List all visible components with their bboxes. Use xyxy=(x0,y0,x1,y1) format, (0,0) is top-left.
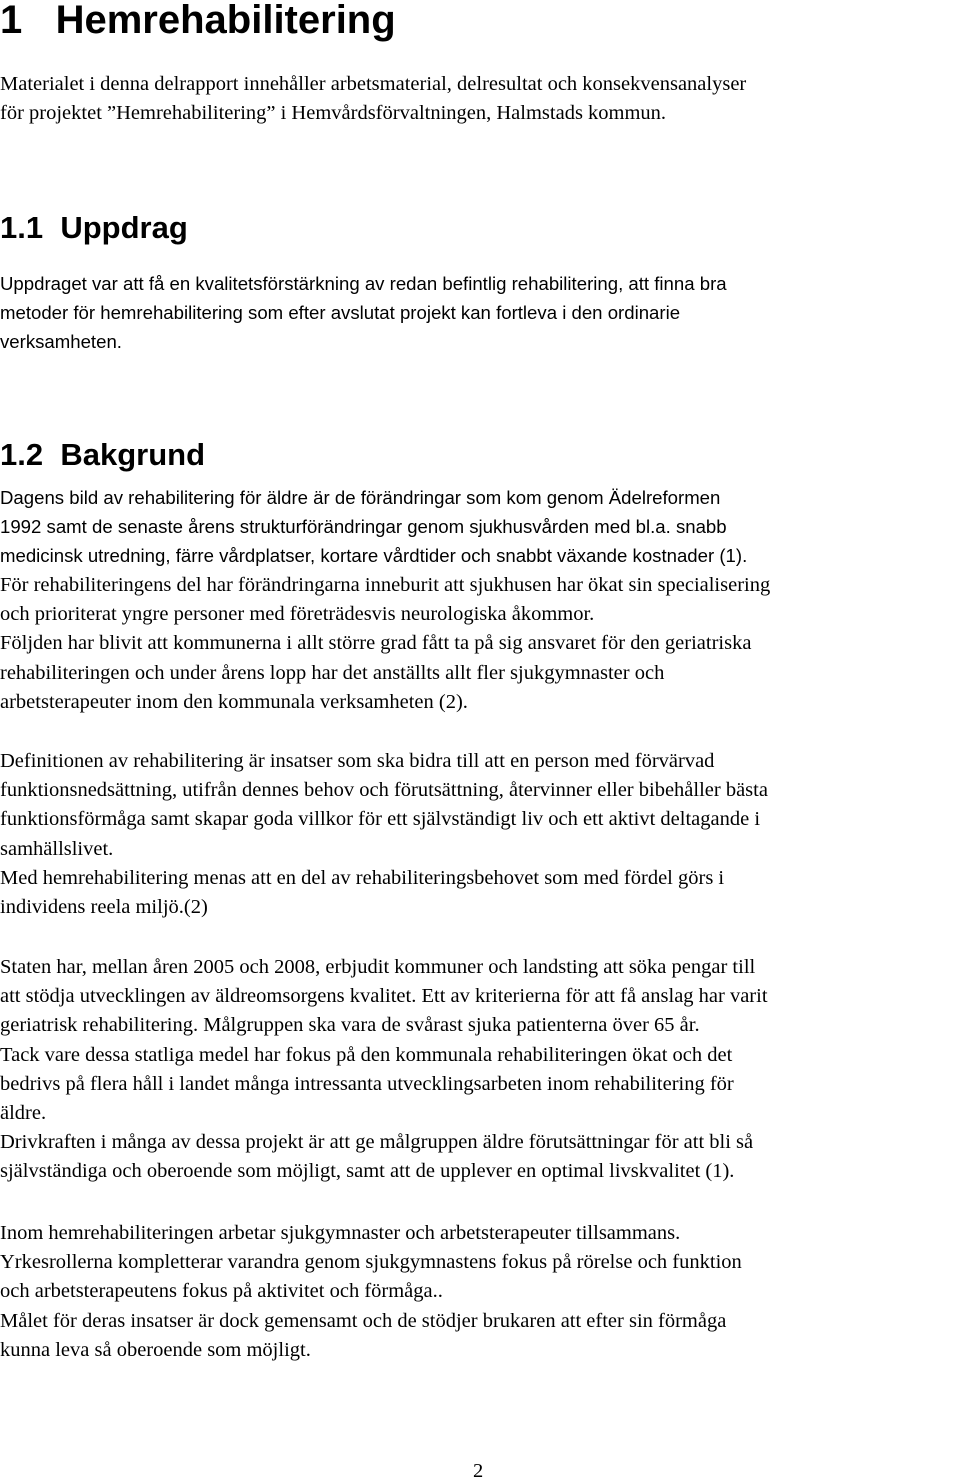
text-line: individens reela miljö.(2) xyxy=(0,895,208,918)
text-line: Drivkraften i många av dessa projekt är att ge målgruppen äldre förutsättningar för att bli så xyxy=(0,1131,754,1154)
text-line: geriatrisk rehabilitering. Målgruppen ska vara de svårast sjuka patienterna över 65 år. xyxy=(0,1014,700,1037)
text-line: Med hemrehabilitering menas att en del av rehabiliteringsbehovet som med fördel görs i xyxy=(0,866,725,889)
text-line: Inom hemrehabiliteringen arbetar sjukgymnaster och arbetsterapeuter tillsammans. xyxy=(0,1222,681,1244)
text-line: 1992 samt de senaste årens strukturförändringar genom sjukhusvården med bl.a. snabb xyxy=(0,516,727,538)
text-line: att stödja utvecklingen av äldreomsorgens kvalitet. Ett av kriterierna för att få anslag har varit xyxy=(0,985,768,1008)
text-line: äldre. xyxy=(0,1101,47,1124)
chapter-heading xyxy=(0,0,396,46)
text-line: och arbetsterapeutens fokus på aktivitet och förmåga.. xyxy=(0,1280,443,1303)
text-line: bedrivs på flera håll i landet många intressanta utvecklingsarbeten inom rehabilitering för xyxy=(0,1072,734,1095)
chapter-title: Hemrehabilitering xyxy=(55,0,396,42)
text-line: Definitionen av rehabilitering är insatser som ska bidra till att en person med förvärvad xyxy=(0,750,715,772)
section-heading-uppdrag xyxy=(0,208,188,248)
text-line: verksamheten. xyxy=(0,331,122,353)
text-line: funktionsförmåga samt skapar goda villkor för ett självständigt liv och ett aktivt deltagande i xyxy=(0,808,761,831)
text-line: Uppdraget var att få en kvalitetsförstärkning av redan befintlig rehabilitering, att finna bra xyxy=(0,273,727,294)
text-line: Tack vare dessa statliga medel har fokus på den kommunala rehabiliteringen ökat och det xyxy=(0,1043,733,1066)
section-number: 1.1 xyxy=(0,210,44,245)
section-number: 1.2 xyxy=(0,437,44,472)
chapter-number: 1 xyxy=(0,0,23,42)
intro-paragraph xyxy=(0,70,960,128)
section-title: Bakgrund xyxy=(60,437,206,472)
text-line: Följden har blivit att kommunerna i allt större grad fått ta på sig ansvaret för den geriatriska xyxy=(0,632,752,655)
text-line: rehabiliteringen och under årens lopp har det anställts allt fler sjukgymnaster och xyxy=(0,661,665,684)
text-line: och prioriterat yngre personer med företrädesvis neurologiska åkommor. xyxy=(0,603,595,626)
section-heading-bakgrund xyxy=(0,435,205,475)
text-line: Yrkesrollerna kompletterar varandra genom sjukgymnastens fokus på rörelse och funktion xyxy=(0,1251,742,1274)
page-number: 2 xyxy=(473,1460,484,1482)
text-line: metoder för hemrehabilitering som efter avslutat projekt kan fortleva i den ordinarie xyxy=(0,302,681,324)
bakgrund-lead-lines xyxy=(0,483,960,571)
text-line: Dagens bild av rehabilitering för äldre är de förändringar som kom genom Ädelreformen xyxy=(0,487,721,508)
text-line: Materialet i denna delrapport innehåller arbetsmaterial, delresultat och konsekvensanalyser xyxy=(0,73,747,95)
text-line: arbetsterapeuter inom den kommunala verksamheten (2). xyxy=(0,690,468,713)
bakgrund-paragraph-1 xyxy=(0,571,960,717)
bakgrund-paragraph-4 xyxy=(0,1219,960,1365)
section-title: Uppdrag xyxy=(60,210,188,245)
text-line: kunna leva så oberoende som möjligt. xyxy=(0,1338,311,1361)
text-line: samhällslivet. xyxy=(0,837,114,860)
text-line: självständiga och oberoende som möjligt, samt att de upplever en optimal livskvalitet (1). xyxy=(0,1160,735,1183)
text-line: För rehabiliteringens del har förändringarna inneburit att sjukhusen har ökat sin specialisering xyxy=(0,574,771,596)
text-line: medicinsk utredning, färre vårdplatser, kortare vårdtider och snabbt växande kostnader (1). xyxy=(0,545,748,567)
bakgrund-paragraph-3 xyxy=(0,953,960,1187)
bakgrund-paragraph-2 xyxy=(0,747,960,922)
text-line: Staten har, mellan åren 2005 och 2008, erbjudit kommuner och landsting att söka pengar till xyxy=(0,956,756,978)
uppdrag-paragraph xyxy=(0,269,960,357)
text-line: funktionsnedsättning, utifrån dennes behov och förutsättning, återvinner eller bibehåller bästa xyxy=(0,779,768,802)
text-line: Målet för deras insatser är dock gemensamt och de stödjer brukaren att efter sin förmåga xyxy=(0,1309,727,1332)
text-line: för projektet ”Hemrehabilitering” i Hemvårdsförvaltningen, Halmstads kommun. xyxy=(0,102,667,125)
